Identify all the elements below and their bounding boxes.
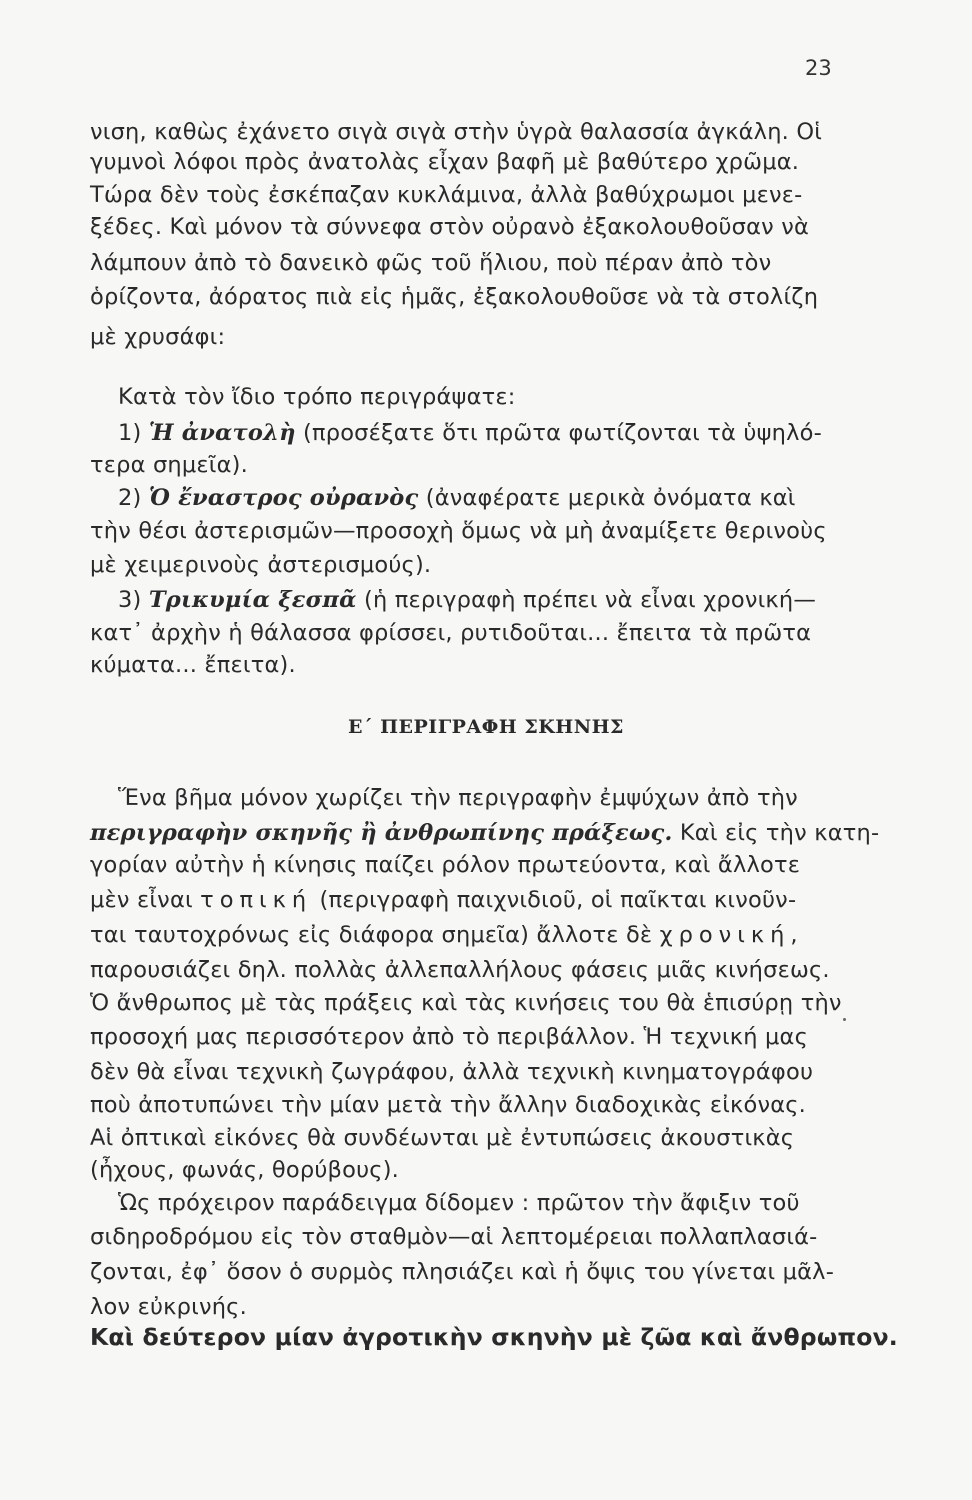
item-text: (ἡ περιγραφὴ πρέπει νὰ εἶναι χρονική—: [363, 587, 817, 613]
text-line: νιση, καθὼς ἐχάνετο σιγὰ σιγὰ στὴν ὑγρὰ θαλασσία ἀγκάλη. Οἱ: [90, 119, 823, 145]
text-line: [90, 818, 879, 848]
text-line: ὁρίζοντα, ἀόρατος πιὰ εἰς ἡμᾶς, ἐξακολουθοῦσε νὰ τὰ στολίζη: [90, 284, 819, 310]
item-title: Ἡ ἀνατολὴ: [148, 420, 296, 446]
text-line: [90, 885, 796, 915]
line-text: (περιγραφὴ παιχνιδιοῦ, οἱ παῖκται κινοῦν-: [319, 887, 797, 913]
text-line: Ὡς πρόχειρον παράδειγμα δίδομεν : πρῶτον τὴν ἄφιξιν τοῦ: [118, 1190, 800, 1216]
text-line: Τώρα δὲν τοὺς ἐσκέπαζαν κυκλάμινα, ἀλλὰ βαθύχρωμοι μενε-: [90, 182, 803, 208]
item-number: 1): [118, 420, 142, 446]
exercise-item-3: [118, 585, 816, 615]
text-line: κατ᾽ ἀρχὴν ἡ θάλασσα φρίσσει, ρυτιδοῦται... ἔπειτα τὰ πρῶτα: [90, 620, 812, 646]
text-line: ζονται, ἐφ᾽ ὅσον ὁ συρμὸς πλησιάζει καὶ ἡ ὄψις του γίνεται μᾶλ-: [90, 1259, 835, 1285]
item-title: Ὁ ἔναστρος οὐρανὸς: [148, 485, 419, 511]
spaced-term: τοπική: [200, 887, 313, 913]
text-line: τερα σημεῖα).: [90, 452, 248, 478]
spaced-term: χρονική,: [659, 922, 804, 948]
item-number: 3): [118, 587, 142, 613]
text-line: Καὶ δεύτερον μίαν ἀγροτικὴν σκηνὴν μὲ ζῶα καὶ ἄνθρωπον.: [90, 1323, 898, 1351]
item-title: Τρικυμία ξεσπᾶ: [148, 587, 357, 613]
text-line: [90, 920, 804, 950]
italic-phrase: περιγραφὴν σκηνῆς ἢ ἀνθρωπίνης πράξεως.: [90, 820, 673, 846]
exercise-item-2: [118, 483, 796, 513]
item-text: (ἀναφέρατε μερικὰ ὀνόματα καὶ: [425, 485, 796, 511]
text-line: σιδηροδρόμου εἰς τὸν σταθμὸν—αἱ λεπτομέρειαι πολλαπλασιά-: [90, 1224, 818, 1250]
text-line: γυμνοὶ λόφοι πρὸς ἀνατολὰς εἶχαν βαφῆ μὲ βαθύτερο χρῶμα.: [90, 149, 800, 175]
text-line: κύματα... ἔπειτα).: [90, 652, 296, 678]
text-line: λάμπουν ἀπὸ τὸ δανεικὸ φῶς τοῦ ἥλιου, ποὺ πέραν ἀπὸ τὸν: [90, 250, 772, 276]
text-line: μὲ χειμερινοὺς ἀστερισμούς).: [90, 552, 432, 578]
text-line: ξέδες. Καὶ μόνον τὰ σύννεφα στὸν οὐρανὸ ἐξακολουθοῦσαν νὰ: [90, 214, 810, 240]
text-line: παρουσιάζει δηλ. πολλὰς ἀλλεπαλλήλους φάσεις μιᾶς κινήσεως.: [90, 957, 830, 983]
line-text: ται ταυτοχρόνως εἰς διάφορα σημεῖα) ἄλλοτε δὲ: [90, 922, 653, 948]
line-text: μὲν εἶναι: [90, 887, 193, 913]
text-line: τὴν θέσι ἀστερισμῶν—προσοχὴ ὅμως νὰ μὴ ἀναμίξετε θερινοὺς: [90, 518, 827, 544]
stray-mark: [843, 1018, 846, 1021]
text-line: δὲν θὰ εἶναι τεχνικὴ ζωγράφου, ἀλλὰ τεχνικὴ κινηματογράφου: [90, 1059, 814, 1085]
text-line: μὲ χρυσάφι:: [90, 324, 226, 350]
section-heading: Ε΄ ΠΕΡΙΓΡΑΦΗ ΣΚΗΝΗΣ: [348, 716, 624, 738]
item-text: (προσέξατε ὅτι πρῶτα φωτίζονται τὰ ὑψηλό-: [303, 420, 822, 446]
text-line: γορίαν αὐτὴν ἡ κίνησις παίζει ρόλον πρωτεύοντα, καὶ ἄλλοτε: [90, 852, 801, 878]
page-number: 23: [805, 56, 832, 80]
text-line: (ἦχους, φωνάς, θορύβους).: [90, 1157, 400, 1183]
line-text: Καὶ εἰς τὴν κατη-: [679, 820, 880, 846]
text-line: ποὺ ἀποτυπώνει τὴν μίαν μετὰ τὴν ἄλλην διαδοχικὰς εἰκόνας.: [90, 1092, 807, 1118]
text-line: προσοχή μας περισσότερον ἀπὸ τὸ περιβάλλον. Ἡ τεχνική μας: [90, 1024, 808, 1050]
exercise-item-1: [118, 418, 822, 448]
text-line: Ἕνα βῆμα μόνον χωρίζει τὴν περιγραφὴν ἐμψύχων ἀπὸ τὴν: [118, 785, 798, 811]
text-line: λον εὐκρινής.: [90, 1294, 247, 1320]
text-line: Ὁ ἄνθρωπος μὲ τὰς πράξεις καὶ τὰς κινήσεις του θὰ ἑπισύρῃ τὴν: [90, 990, 842, 1016]
item-number: 2): [118, 485, 142, 511]
exercise-intro: Κατὰ τὸν ἴδιο τρόπο περιγράψατε:: [118, 384, 516, 410]
text-line: Αἱ ὀπτικαὶ εἰκόνες θὰ συνδέωνται μὲ ἐντυπώσεις ἀκουστικὰς: [90, 1125, 795, 1151]
